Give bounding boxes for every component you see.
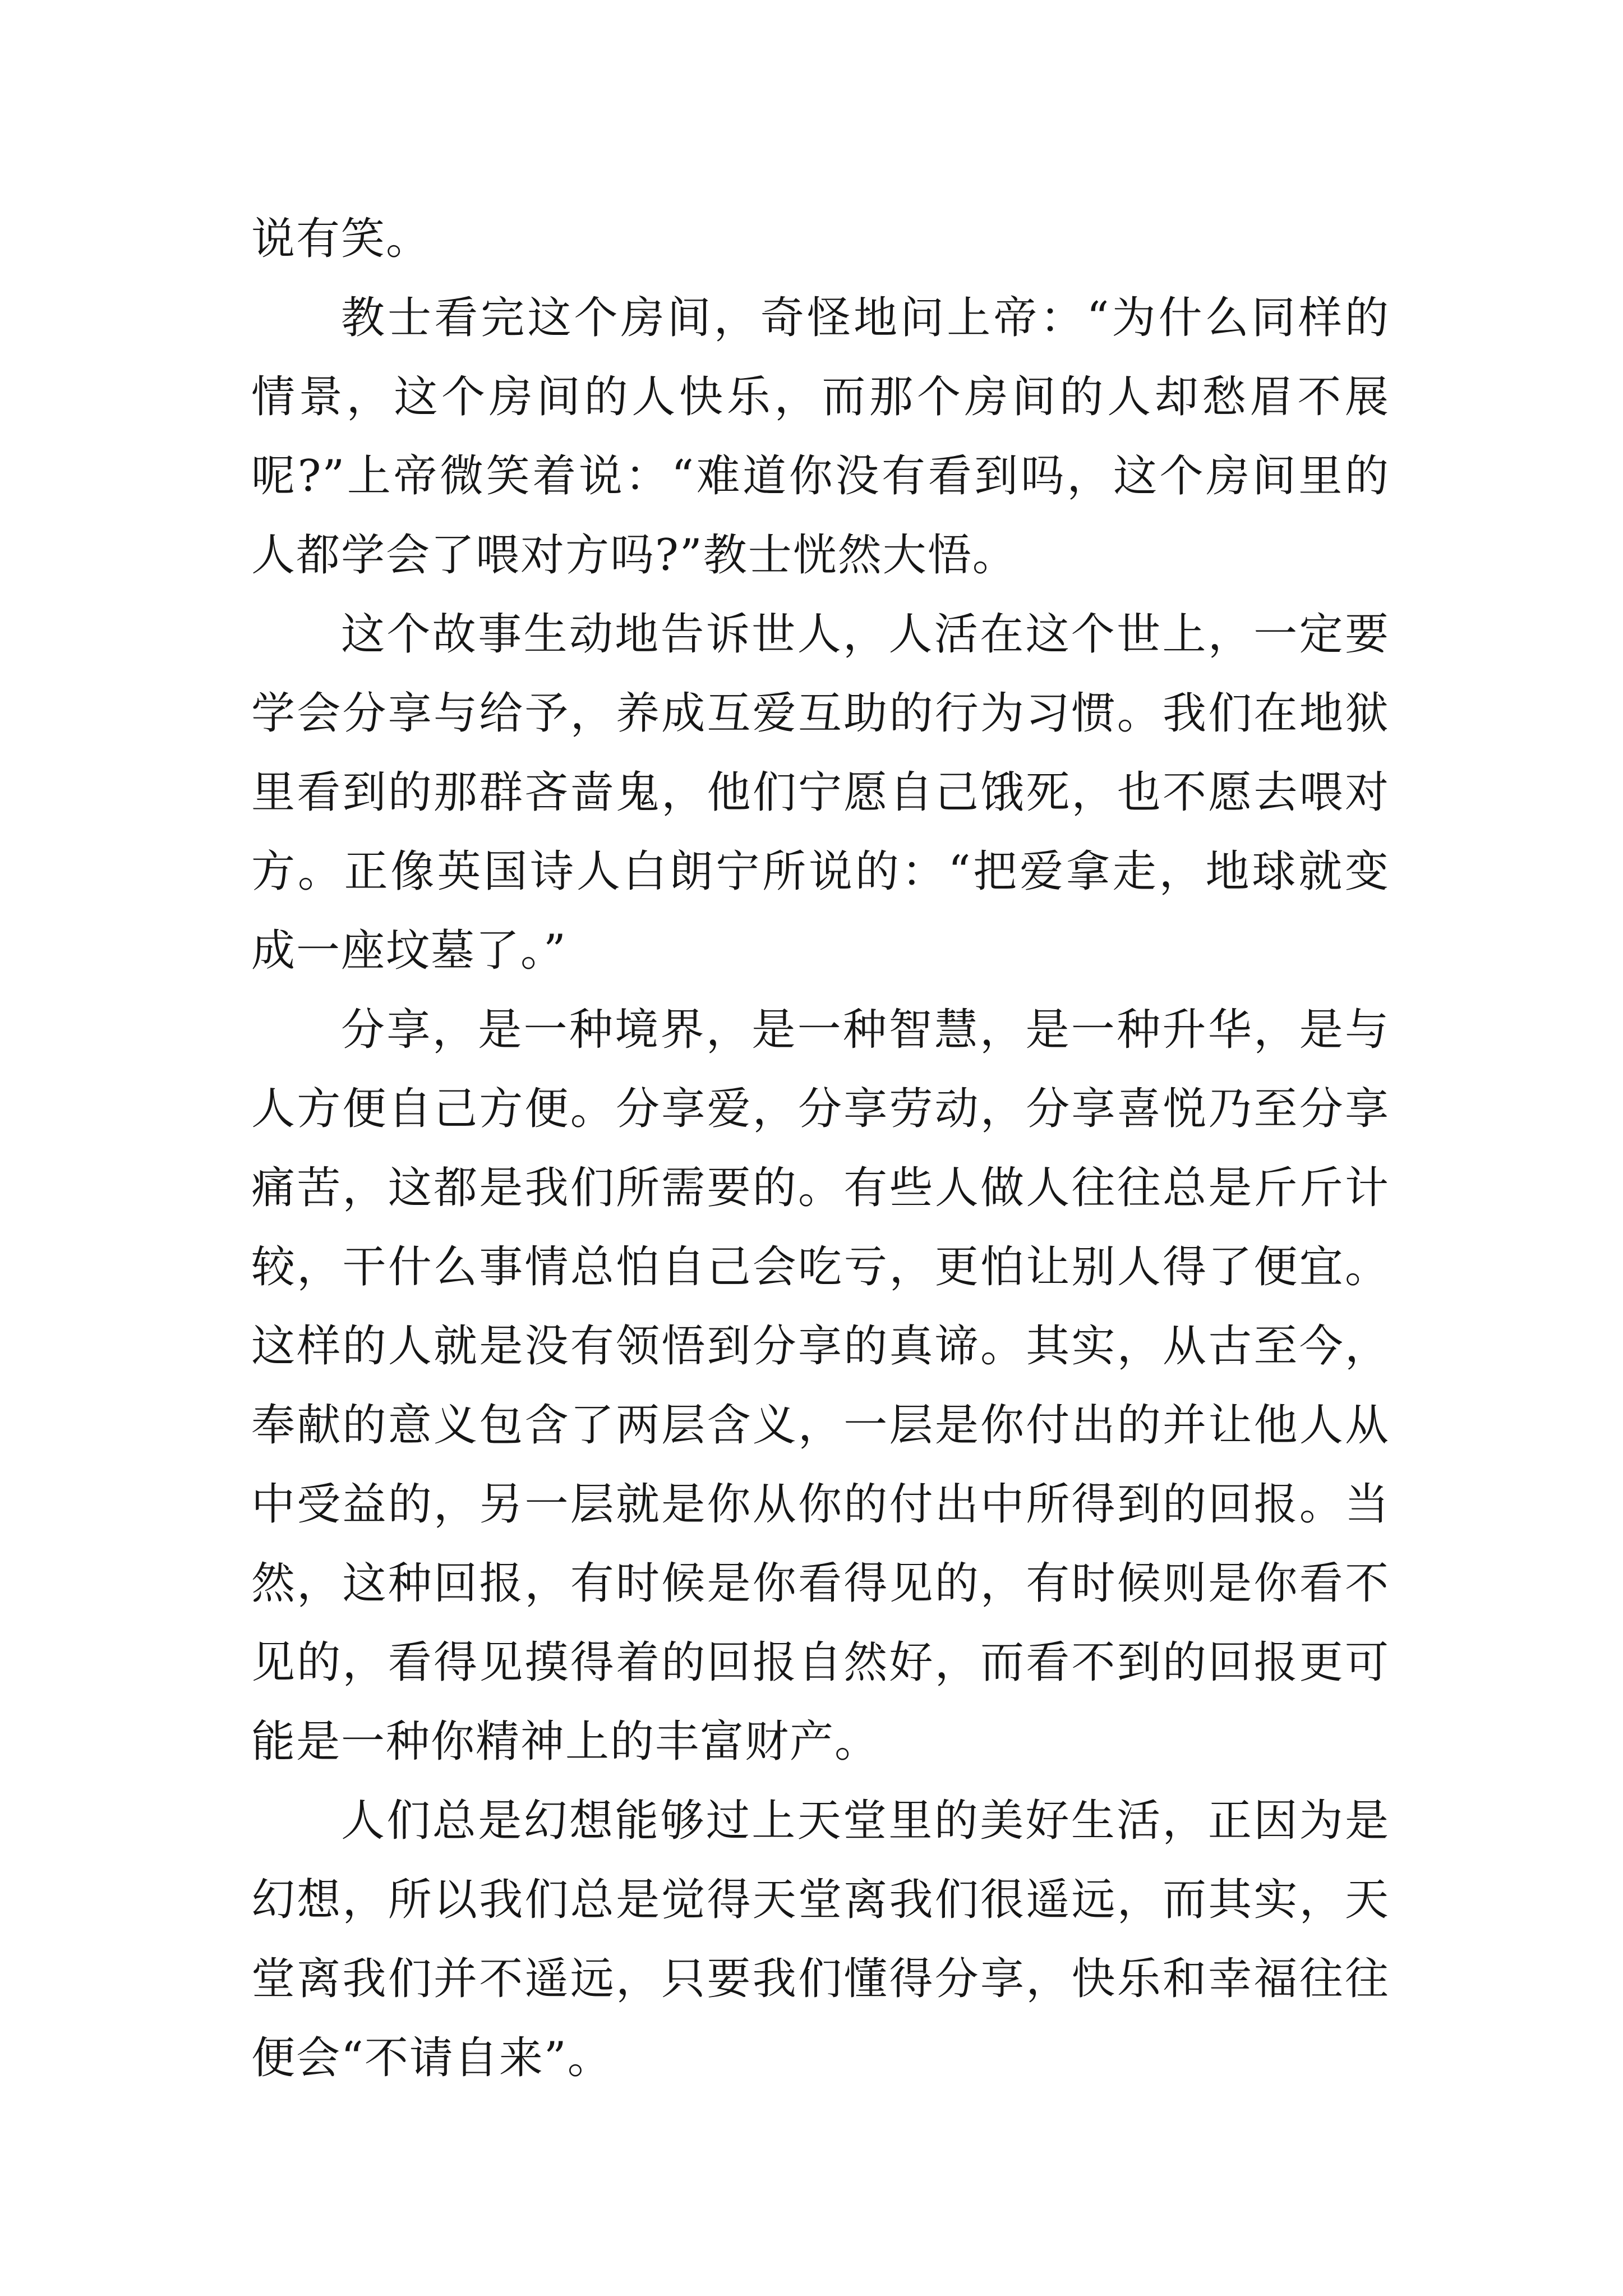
paragraph-4: 分享，是一种境界，是一种智慧，是一种升华，是与人方便自己方便。分享爱，分享劳动，分享喜悦乃至分享痛苦，这都是我们所需要的。有些人做人往往总是斤斤计较，干什么事情总怕自己会吃亏，更怕让别人得了便宜。这样的人就是没有领悟到分享的真谛。其实，从古至今，奉献的意义包含了两层含义，一层是你付出的并让他人从中受益的，另一层就是你从你的付出中所得到的回报。当然，这种回报，有时候是你看得见的，有时候则是你看不见的，看得见摸得着的回报自然好，而看不到的回报更可能是一种你精神上的丰富财产。 [251,1005,1390,1767]
paragraph-3: 这个故事生动地告诉世人，人活在这个世上，一定要学会分享与给予，养成互爱互助的行为习惯。我们在地狱里看到的那群吝啬鬼，他们宁愿自己饿死，也不愿去喂对方。正像英国诗人白朗宁所说的：“把爱拿走，地球就变成一座坟墓了。” [251,609,1390,976]
paragraph-1: 说有笑。 [251,214,431,264]
paragraph-5: 人们总是幻想能够过上天堂里的美好生活，正因为是幻想，所以我们总是觉得天堂离我们很遥远，而其实，天堂离我们并不遥远，只要我们懂得分享，快乐和幸福往往便会“不请自来”。 [251,1796,1390,2083]
body-text [251,200,1390,2098]
paragraph-2: 教士看完这个房间，奇怪地问上帝：“为什么同样的情景，这个房间的人快乐，而那个房间的人却愁眉不展呢?”上帝微笑着说：“难道你没有看到吗，这个房间里的人都学会了喂对方吗?”教士恍然大悟。 [251,293,1390,581]
